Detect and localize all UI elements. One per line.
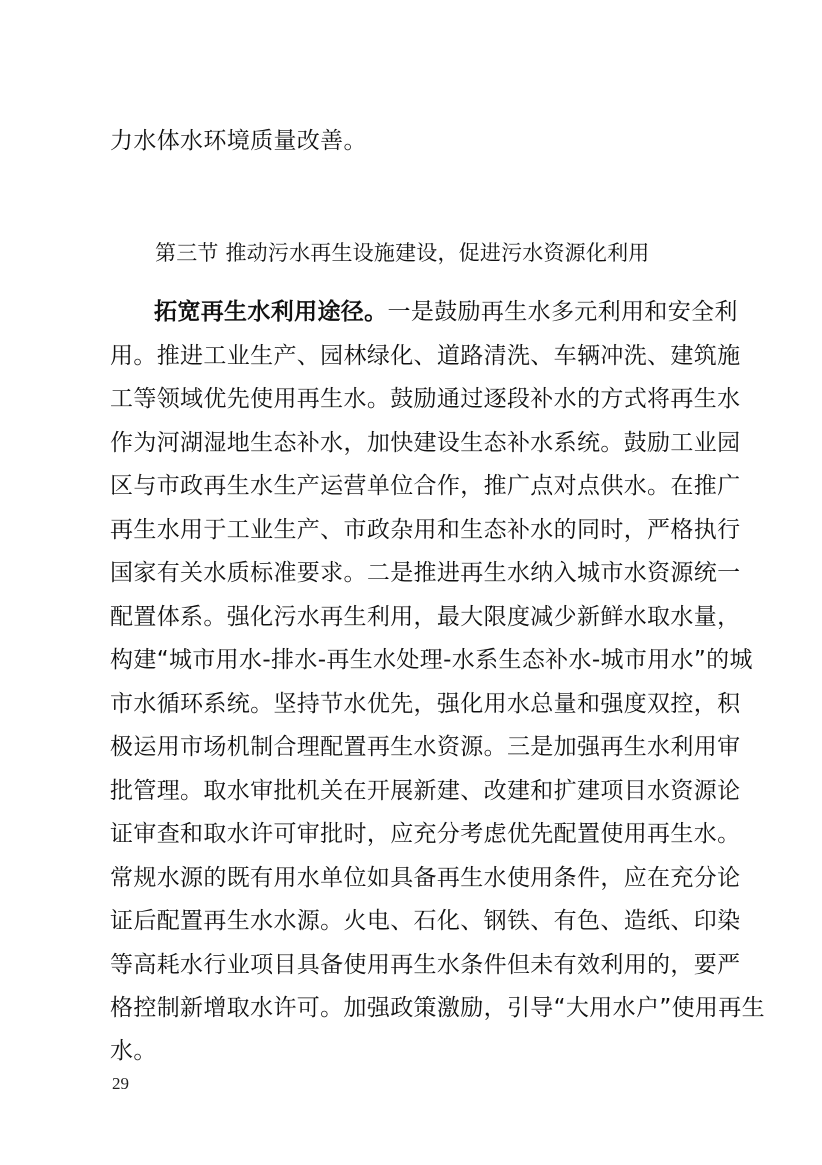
paragraph-first-line <box>154 295 738 329</box>
paragraph-line: 配置体系。强化污水再生利用，最大限度减少新鲜水取水量， <box>110 604 741 630</box>
paragraph-line: 一是鼓励再生水多元利用和安全利 <box>387 299 738 325</box>
section-title: 第三节 推动污水再生设施建设，促进污水资源化利用 <box>155 241 650 265</box>
paragraph-lead: 拓宽再生水利用途径。 <box>154 299 388 325</box>
paragraph-line: 水。 <box>110 1038 157 1064</box>
paragraph-line: 工等领域优先使用再生水。鼓励通过逐段补水的方式将再生水 <box>110 386 741 412</box>
page-number: 29 <box>112 1074 129 1093</box>
paragraph-line: 区与市政再生水生产运营单位合作，推广点对点供水。在推广 <box>110 473 741 499</box>
paragraph-line: 格控制新增取水许可。加强政策激励，引导“大用水户”使用再生 <box>110 995 765 1021</box>
paragraph-line: 证后配置再生水水源。火电、石化、钢铁、有色、造纸、印染 <box>110 908 741 934</box>
paragraph-line: 作为河湖湿地生态补水，加快建设生态补水系统。鼓励工业园 <box>110 430 741 456</box>
paragraph-line: 等高耗水行业项目具备使用再生水条件但未有效利用的，要严 <box>110 952 741 978</box>
continuation-line: 力水体水环境质量改善。 <box>110 128 367 154</box>
paragraph-line: 国家有关水质标准要求。二是推进再生水纳入城市水资源统一 <box>110 560 741 586</box>
paragraph-line: 用。推进工业生产、园林绿化、道路清洗、车辆冲洗、建筑施 <box>110 343 741 369</box>
paragraph-line: 构建“城市用水-排水-再生水处理-水系生态补水-城市用水”的城 <box>110 647 753 673</box>
paragraph-line: 批管理。取水审批机关在开展新建、改建和扩建项目水资源论 <box>110 778 741 804</box>
paragraph-line: 市水循环系统。坚持节水优先，强化用水总量和强度双控，积 <box>110 691 741 717</box>
paragraph-line: 证审查和取水许可审批时，应充分考虑优先配置使用再生水。 <box>110 821 741 847</box>
paragraph-line: 再生水用于工业生产、市政杂用和生态补水的同时，严格执行 <box>110 517 741 543</box>
paragraph-line: 常规水源的既有用水单位如具备再生水使用条件，应在充分论 <box>110 865 741 891</box>
paragraph-line: 极运用市场机制合理配置再生水资源。三是加强再生水利用审 <box>110 734 741 760</box>
